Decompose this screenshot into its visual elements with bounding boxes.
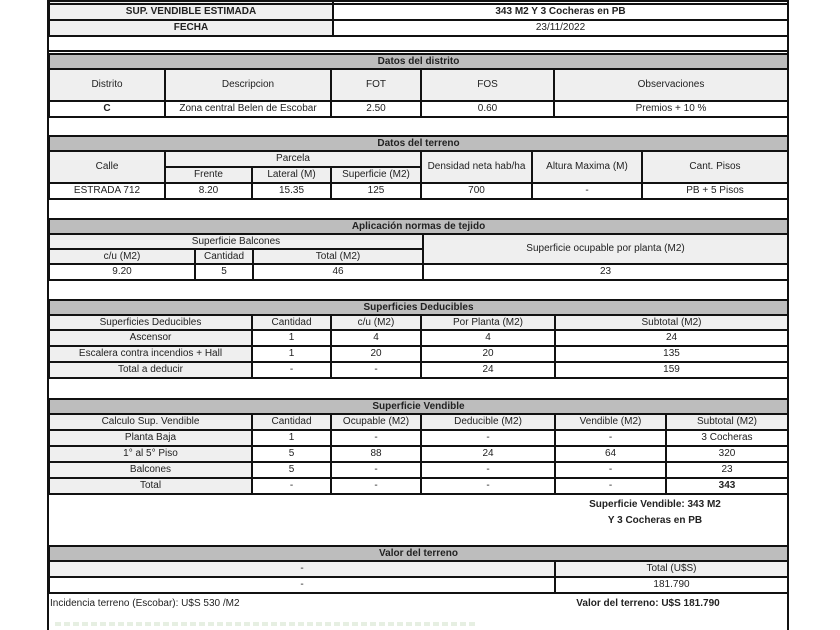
superficie-value: 125 [331,183,421,199]
cell: 24 [555,330,788,346]
ocupable-value: 23 [423,264,788,280]
cell: 88 [331,446,421,462]
row-label: Total a deducir [49,362,252,378]
vendible-table [48,398,789,495]
calle-value: ESTRADA 712 [49,183,165,199]
fecha-value: 23/11/2022 [333,20,788,36]
terreno-table [48,135,789,200]
valor-left-header: - [49,561,555,577]
pisos-value: PB + 5 Pisos [642,183,788,199]
altura-value: - [532,183,642,199]
deducibles-col-header: Cantidad [252,315,331,330]
cell: 64 [555,446,666,462]
cell: - [331,430,421,446]
table-row [49,346,788,362]
sup-vendible-label: SUP. VENDIBLE ESTIMADA [49,4,333,20]
ocupable-header: Superficie ocupable por planta (M2) [423,234,788,264]
table-row [49,462,788,478]
cell: 4 [331,330,421,346]
distrito-title: Datos del distrito [49,54,788,69]
total-header: Total (M2) [253,249,423,264]
summary-table [48,0,789,52]
frente-header: Frente [165,167,252,183]
valor-total-header: Total (U$S) [555,561,788,577]
cell: 4 [421,330,555,346]
distrito-value: C [49,101,165,117]
valor-note: Valor del terreno: U$S 181.790 [576,598,720,609]
vendible-col-header: Cantidad [252,414,331,430]
descripcion-header: Descripcion [165,69,331,101]
valor-table [48,545,789,594]
vendible-col-header: Vendible (M2) [555,414,666,430]
cell: - [421,430,555,446]
vendible-col-header: Ocupable (M2) [331,414,421,430]
cell: - [555,478,666,494]
cell: - [421,478,555,494]
fos-value: 0.60 [421,101,554,117]
total-cell: 343 [666,478,788,494]
table-row [49,362,788,378]
sup-vendible-value: 343 M2 Y 3 Cocheras en PB [333,4,788,20]
cell: - [252,478,331,494]
table-row [49,330,788,346]
pisos-header: Cant. Pisos [642,151,788,183]
fos-header: FOS [421,69,554,101]
cu-value: 9.20 [49,264,195,280]
descripcion-value: Zona central Belen de Escobar [165,101,331,117]
table-row [49,430,788,446]
valor-left-value: - [49,577,555,593]
vendible-col-header: Calculo Sup. Vendible [49,414,252,430]
cell: 23 [666,462,788,478]
lateral-header: Lateral (M) [252,167,331,183]
row-label: Balcones [49,462,252,478]
cell: - [555,462,666,478]
cell: 24 [421,446,555,462]
deducibles-col-header: Subtotal (M2) [555,315,788,330]
fecha-label: FECHA [49,20,333,36]
distrito-header: Distrito [49,69,165,101]
vendible-col-header: Deducible (M2) [421,414,555,430]
cell: 1 [252,346,331,362]
cell: 135 [555,346,788,362]
deducibles-table [48,299,789,379]
cell: 1 [252,430,331,446]
cell: 159 [555,362,788,378]
deducibles-col-header: c/u (M2) [331,315,421,330]
cell: 3 Cocheras [666,430,788,446]
frente-value: 8.20 [165,183,252,199]
superficie-header: Superficie (M2) [331,167,421,183]
tejido-table [48,218,789,281]
densidad-header: Densidad neta hab/ha [421,151,532,183]
distrito-table [48,53,789,118]
valor-total-value: 181.790 [555,577,788,593]
row-label: Ascensor [49,330,252,346]
observaciones-value: Premios + 10 % [554,101,788,117]
deducibles-col-header: Por Planta (M2) [421,315,555,330]
parcela-header: Parcela [165,151,421,167]
faint-footer-line [55,622,475,626]
row-label: Total [49,478,252,494]
cell: - [555,430,666,446]
densidad-value: 700 [421,183,532,199]
observaciones-header: Observaciones [554,69,788,101]
vendible-title: Superficie Vendible [49,399,788,414]
deducibles-title: Superficies Deducibles [49,300,788,315]
fot-value: 2.50 [331,101,421,117]
calle-header: Calle [49,151,165,183]
total-value: 46 [253,264,423,280]
row-label: Escalera contra incendios + Hall [49,346,252,362]
cell: 20 [421,346,555,362]
altura-header: Altura Maxima (M) [532,151,642,183]
valor-title: Valor del terreno [49,546,788,561]
lateral-value: 15.35 [252,183,331,199]
cell: 24 [421,362,555,378]
vendible-col-header: Subtotal (M2) [666,414,788,430]
cell: 320 [666,446,788,462]
vendible-note-line1: Superficie Vendible: 343 M2 [589,499,721,510]
cell: - [331,362,421,378]
row-label: Planta Baja [49,430,252,446]
balcones-header: Superficie Balcones [49,234,423,249]
table-row [49,446,788,462]
cantidad-header: Cantidad [195,249,253,264]
row-label: 1° al 5° Piso [49,446,252,462]
table-row [49,478,788,494]
deducibles-col-header: Superficies Deducibles [49,315,252,330]
cell: 1 [252,330,331,346]
vendible-note-line2: Y 3 Cocheras en PB [607,515,703,526]
cell: 5 [252,462,331,478]
cell: - [252,362,331,378]
terreno-title: Datos del terreno [49,136,788,151]
cell: - [331,478,421,494]
incidencia-text: Incidencia terreno (Escobar): U$S 530 /M2 [50,598,240,609]
tejido-title: Aplicación normas de tejido [49,219,788,234]
cell: 5 [252,446,331,462]
cell: 20 [331,346,421,362]
cantidad-value: 5 [195,264,253,280]
fot-header: FOT [331,69,421,101]
cell: - [331,462,421,478]
cu-header: c/u (M2) [49,249,195,264]
cell: - [421,462,555,478]
